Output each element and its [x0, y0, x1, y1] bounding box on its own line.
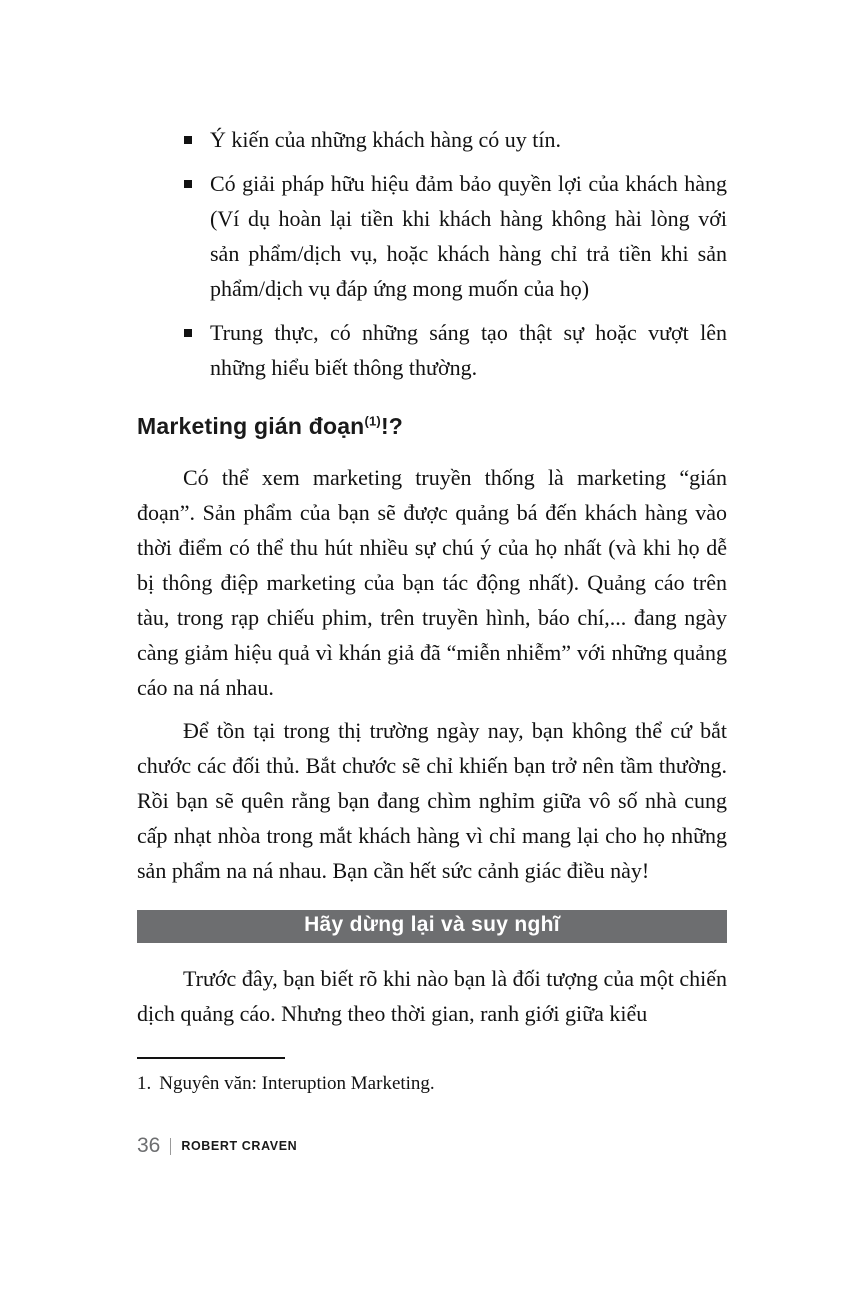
footnote-number: 1.: [137, 1073, 152, 1094]
paragraph: Có thể xem marketing truyền thống là marketing “gián đoạn”. Sản phẩm của bạn sẽ được quảng bá đến khách hàng vào thời điểm có thể thu hút nhiều sự chú ý của họ nhất (và khi họ dễ bị thông điệp marketing của bạn tác động nhất). Quảng cáo trên tàu, trong rạp chiếu phim, trên truyền hình, báo chí,... đang ngày càng giảm hiệu quả vì khán giả đã “miễn nhiễm” với những quảng cáo na ná nhau.: [137, 465, 727, 700]
footnote-divider: [137, 1057, 285, 1059]
callout-banner: Hãy dừng lại và suy nghĩ: [137, 910, 727, 943]
paragraph: Trước đây, bạn biết rõ khi nào bạn là đối tượng của một chiến dịch quảng cáo. Nhưng theo thời gian, ranh giới giữa kiểu: [137, 966, 727, 1026]
footnote-reference: (1): [364, 413, 381, 429]
list-item: [137, 122, 727, 157]
page-number: 36: [137, 1134, 161, 1157]
author-name: ROBERT CRAVEN: [181, 1139, 298, 1153]
list-item: [137, 315, 727, 385]
bullet-square-icon: [184, 180, 192, 188]
paragraph: Để tồn tại trong thị trường ngày nay, bạn không thể cứ bắt chước các đối thủ. Bắt chước sẽ chỉ khiến bạn trở nên tầm thường. Rồi bạn sẽ quên rằng bạn đang chìm nghỉm giữa vô số nhà cung cấp nhạt nhòa trong mắt khách hàng vì chỉ mang lại cho họ những sản phẩm na ná nhau. Bạn cần hết sức cảnh giác điều này!: [137, 718, 727, 883]
bullet-square-icon: [184, 329, 192, 337]
footnote: [137, 1072, 727, 1096]
list-item-text: Có giải pháp hữu hiệu đảm bảo quyền lợi của khách hàng (Ví dụ hoàn lại tiền khi khách hàng không hài lòng với sản phẩm/dịch vụ, hoặc khách hàng chỉ trả tiền khi sản phẩm/dịch vụ đáp ứng mong muốn của họ): [210, 171, 727, 301]
list-item: [137, 166, 727, 306]
list-item-text: Trung thực, có những sáng tạo thật sự hoặc vượt lên những hiểu biết thông thường.: [210, 320, 727, 380]
section-heading: [137, 413, 727, 440]
list-item-text: Ý kiến của những khách hàng có uy tín.: [210, 127, 562, 152]
section-heading-text: Marketing gián đoạn: [137, 413, 365, 439]
bullet-square-icon: [184, 136, 192, 144]
page-footer: [137, 1134, 727, 1158]
page-content: [137, 122, 727, 1158]
bullet-list: [137, 122, 727, 385]
footnote-text: Nguyên văn: Interuption Marketing.: [159, 1073, 435, 1094]
section-heading-suffix: !?: [380, 413, 404, 439]
footer-divider: [170, 1138, 171, 1155]
